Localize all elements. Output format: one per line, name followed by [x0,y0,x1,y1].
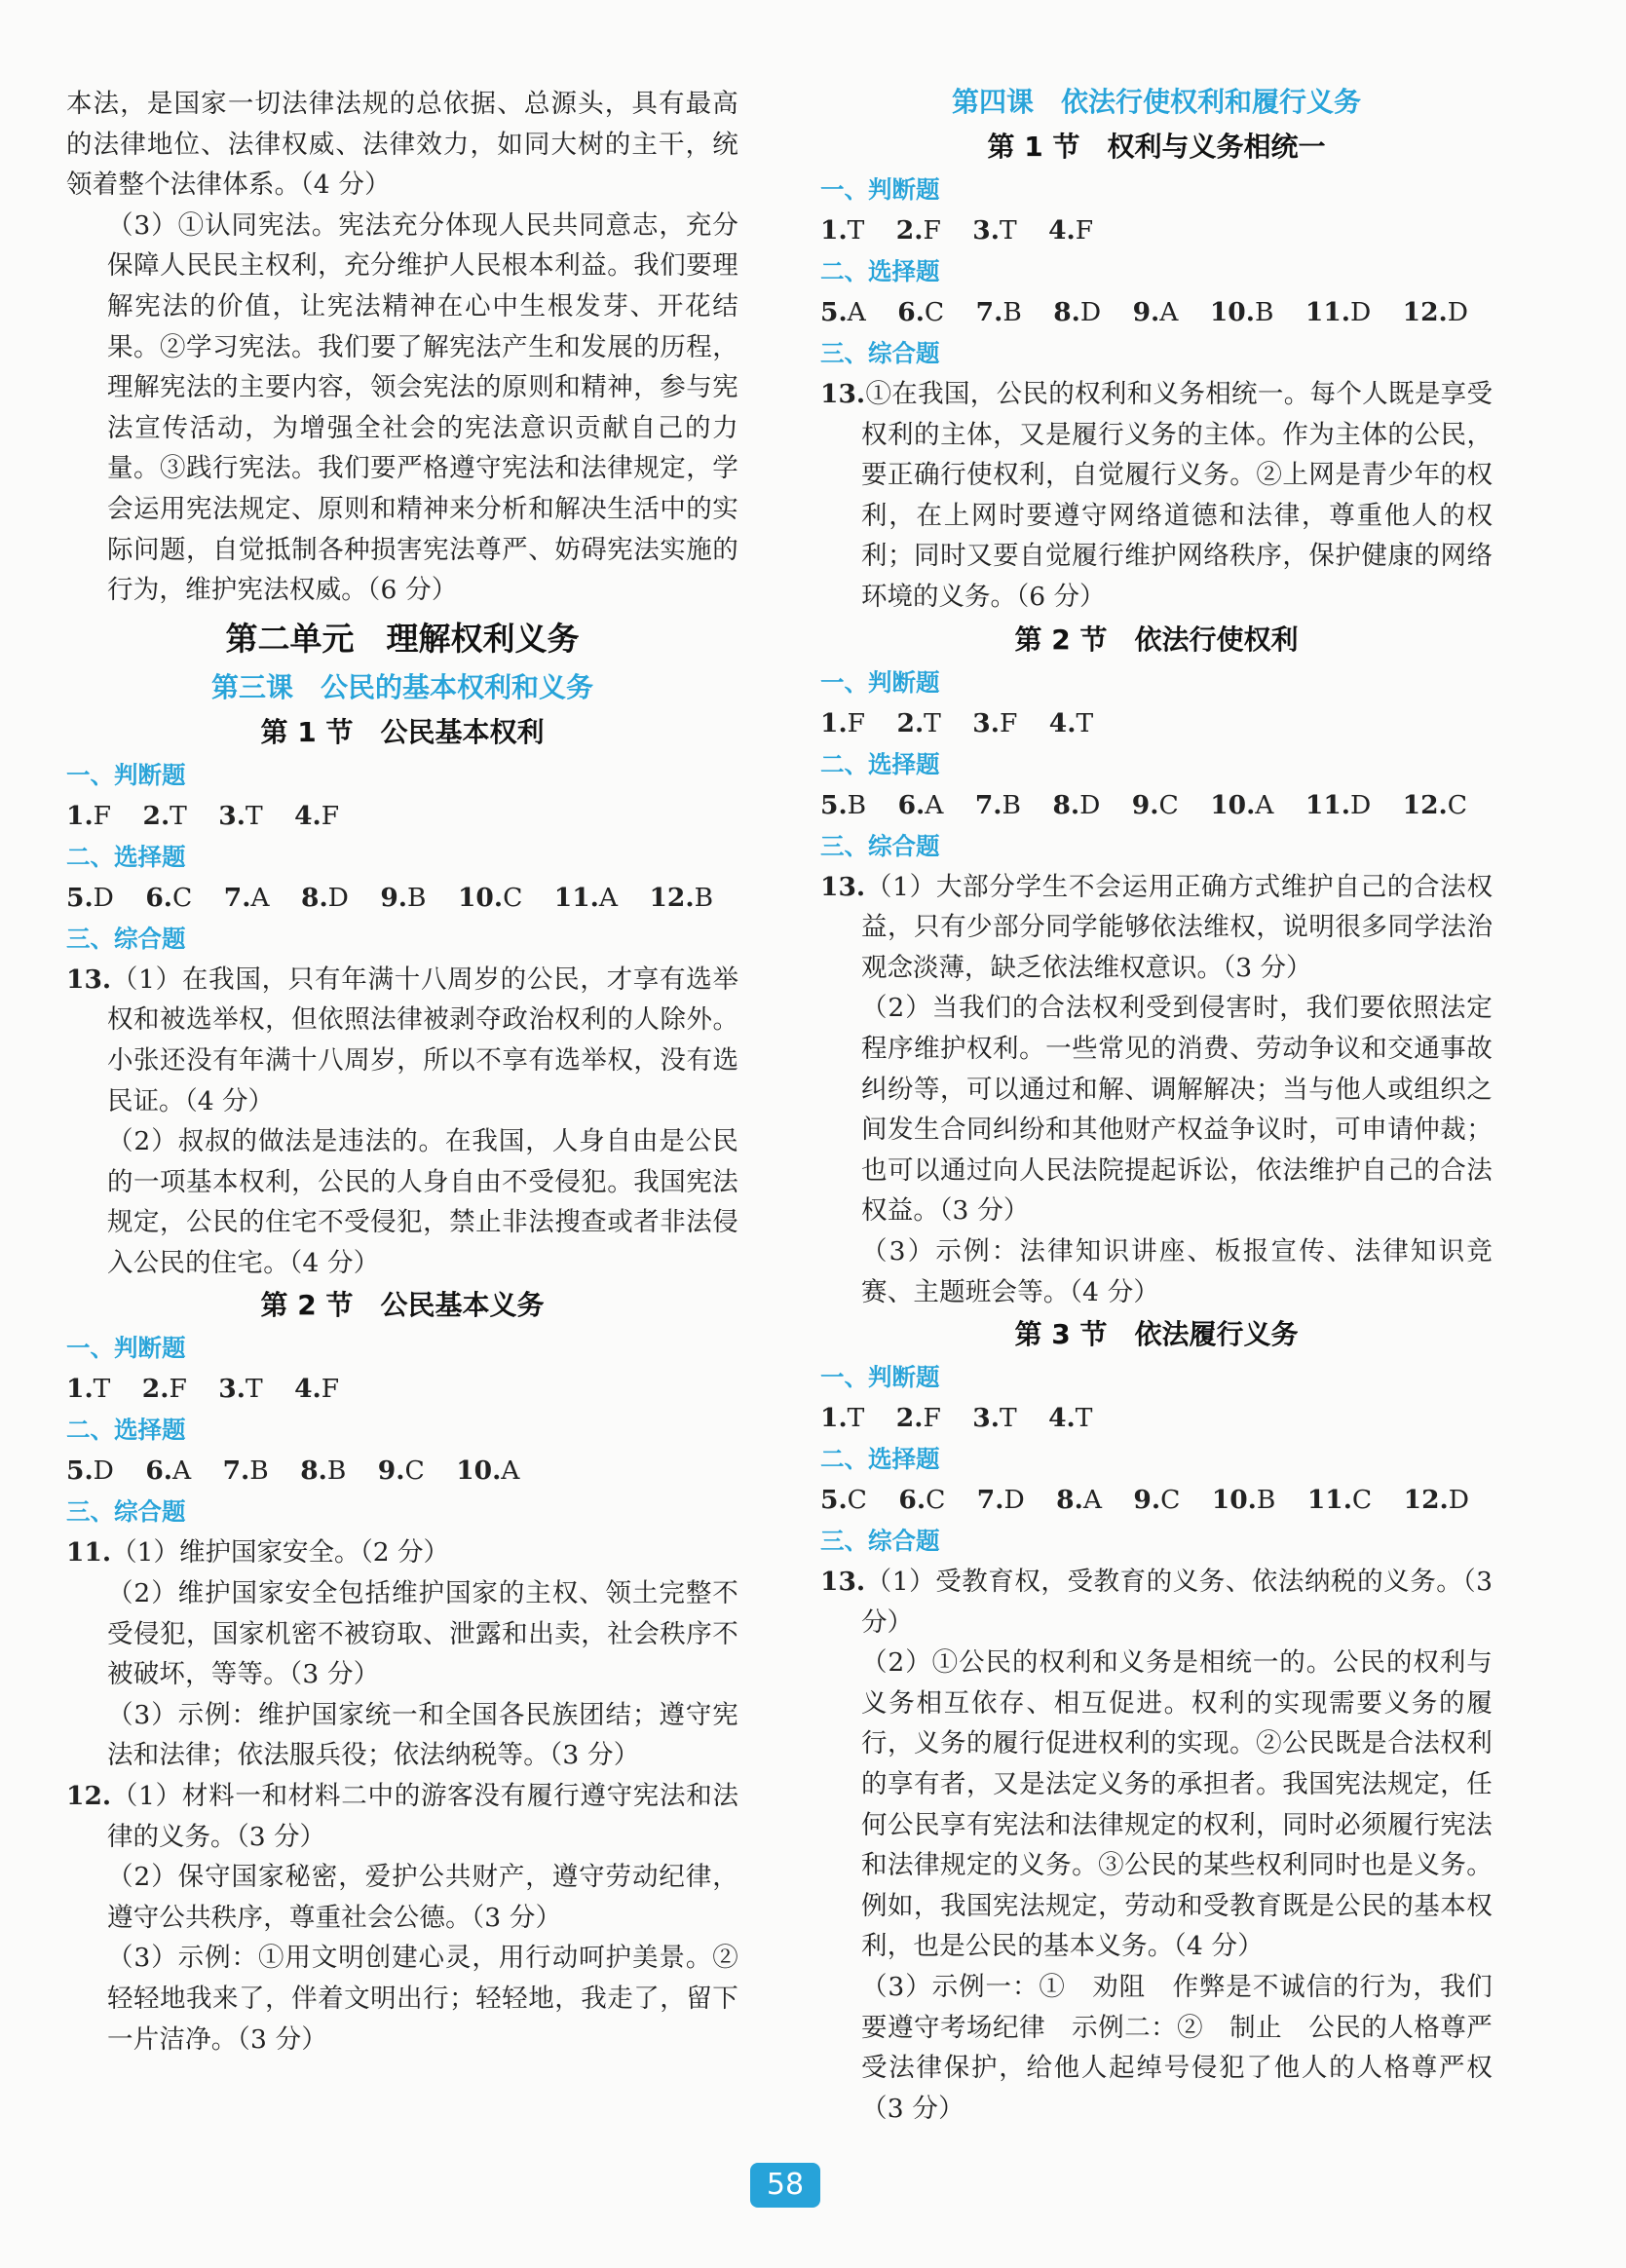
category-true-false: 一、判断题 [820,667,940,697]
answer-value: B [1002,789,1021,820]
category-true-false: 一、判断题 [66,1334,186,1363]
answer-num: 2. [895,215,924,246]
answer-value: D [93,1455,114,1487]
category-true-false: 一、判断题 [820,175,940,204]
answer-value: D [1448,1485,1469,1516]
answer-value: D [1447,297,1469,327]
answer-part: （2）保守国家秘密，爱护公共财产，遵守劳动纪律，遵守公共秩序，尊重社会公德。（3 分） [107,1862,738,1933]
answer-row-tf [66,796,738,837]
answer-value: T [847,1403,865,1434]
answer-value: B [1002,297,1022,327]
answer-value: B [407,882,427,913]
answer-num: 7. [223,882,251,913]
answer-num: 3. [218,1374,246,1405]
category-multiple-choice: 二、选择题 [820,257,940,285]
answer-text: ①在我国，公民的权利和义务相统一。每个人既是享受权利的主体，又是履行义务的主体。作为主体的公民，要正确行使权利，自觉履行义务。②上网是青少年的权利，在上网时要遵守网络道德和法律，尊重他人的权利；同时又要自觉履行维护网络秩序，保护健康的网络环境的义务。（6 分） [861,379,1493,612]
answer-num: 6. [897,789,926,820]
answer-row-tf [820,1398,1493,1439]
answer-num: 1. [820,215,848,246]
question-13 [820,867,1493,989]
answer-num: 4. [294,800,321,831]
answer-value: D [327,882,349,913]
answer-part: （3）示例：①用文明创建心灵，用行动呵护美景。②轻轻地我来了，伴着文明出行；轻轻地，我走了，留下一片洁净。（3 分） [107,1943,738,2055]
answer-row-mc [820,292,1493,333]
answer-value: C [924,297,945,327]
answer-num: 10. [1209,297,1255,327]
answer-value: T [999,1403,1017,1434]
category-comprehensive: 三、综合题 [66,1497,186,1527]
answer-row-mc [66,878,738,919]
answer-num: 8. [1056,1485,1083,1516]
answer-num: 2. [895,1403,924,1434]
answer-row-mc [820,1480,1493,1521]
answer-value: A [1082,1485,1102,1516]
answer-value: C [926,1485,946,1516]
question-number: 13. [66,964,112,995]
question-11 [66,1532,738,1573]
answer-value: T [924,707,941,738]
answer-num: 11. [1305,789,1350,820]
answer-value: T [999,215,1017,246]
answer-num: 11. [1305,297,1350,327]
answer-part: （2）当我们的合法权利受到侵害时，我们要依照法定程序维护权利。一些常见的消费、劳动争议和交通事故纠纷等，可以通过和解、调解解决；当与他人或组织之间发生合同纠纷和其他财产权益争议时，可申请仲裁；也可以通过向人民法院提起诉讼，依法维护自己的合法权益。（3 分） [861,993,1493,1227]
answer-num: 3. [218,800,246,831]
category-comprehensive: 三、综合题 [66,924,186,953]
answer-text: （1）大部分学生不会运用正确方式维护自己的合法权益，只有少部分同学能够依法维权，说明很多同学法治观念淡薄，缺乏依法维权意识。（3 分） [861,871,1493,983]
answer-value: F [1075,215,1094,246]
answer-num: 1. [820,707,848,738]
question-13 [820,374,1493,618]
category-true-false: 一、判断题 [66,760,186,789]
answer-num: 3. [972,1403,1000,1434]
answer-part: （3）示例：法律知识讲座、板报宣传、法律知识竞赛、主题班会等。（4 分） [861,1235,1493,1307]
question-12 [66,1776,738,1857]
category-multiple-choice: 二、选择题 [820,749,940,778]
answer-value: C [1160,1485,1181,1516]
answer-num: 9. [377,1455,405,1487]
answer-value: A [847,297,866,327]
answer-num: 3. [972,215,1000,246]
answer-num: 1. [66,800,94,831]
answer-value: D [1079,789,1101,820]
answer-value: F [93,800,112,831]
answer-text: （1）维护国家安全。（2 分） [111,1537,450,1569]
category-comprehensive: 三、综合题 [820,339,940,367]
answer-num: 10. [456,1455,502,1487]
answer-value: F [321,1374,340,1405]
question-13 [66,960,738,1121]
answer-num: 7. [222,1455,250,1487]
category-comprehensive: 三、综合题 [820,1527,940,1556]
answer-num: 7. [975,297,1003,327]
answer-text: （1）在我国，只有年满十八周岁的公民，才享有选举权和被选举权，但依照法律被剥夺政治权利的人除外。小张还没有年满十八周岁，所以不享有选举权，没有选民证。（4 分） [107,964,738,1116]
answer-value: C [1158,789,1179,820]
answer-part: （3）示例一：① 劝阻 作弊是不诚信的行为，我们要遵守考场纪律 示例二：② 制止 公民的人格尊严受法律保护，给他人起绰号侵犯了他人的人格尊严权（3 分） [861,1972,1493,2124]
lesson-3-title: 第三课 公民的基本权利和义务 [210,670,593,703]
answer-num: 4. [1048,707,1077,738]
answer-num: 1. [820,1403,848,1434]
answer-value: D [1349,789,1372,820]
page-number: 58 [750,2163,820,2208]
answer-value: B [847,789,867,820]
answer-row-tf [820,703,1493,744]
answer-value: T [245,800,263,831]
answer-num: 12. [1402,789,1448,820]
answer-row-tf [820,210,1493,251]
answer-num: 10. [457,882,504,913]
left-column [66,84,738,2060]
answer-value: B [694,882,714,913]
answer-value: C [404,1455,425,1487]
answer-num: 6. [145,1455,173,1487]
answer-num: 2. [896,707,925,738]
section-title: 第 1 节 公民基本权利 [260,715,545,748]
unit-title: 第二单元 理解权利义务 [225,619,580,658]
answer-num: 5. [820,297,848,327]
answer-num: 7. [974,789,1002,820]
answer-num: 11. [553,882,599,913]
answer-value: T [1076,707,1094,738]
category-multiple-choice: 二、选择题 [66,1416,186,1445]
answer-num: 10. [1211,1485,1257,1516]
answer-value: F [169,1374,187,1405]
answer-value: B [326,1455,347,1487]
answer-value: C [847,1485,867,1516]
category-true-false: 一、判断题 [820,1363,940,1392]
category-multiple-choice: 二、选择题 [66,842,186,871]
question-number: 12. [66,1781,112,1812]
answer-num: 6. [145,882,173,913]
answer-row-mc [66,1451,738,1492]
answer-num: 2. [142,800,170,831]
answer-value: A [925,789,944,820]
answer-part: （2）叔叔的做法是违法的。在我国，人身自由是公民的一项基本权利，公民的人身自由不受侵犯。我国宪法规定，公民的住宅不受侵犯，禁止非法搜查或者非法侵入公民的住宅。（4 分） [107,1126,738,1278]
answer-part: （3）示例：维护国家统一和全国各民族团结；遵守宪法和法律；依法服兵役；依法纳税等。（3 分） [107,1699,738,1771]
answer-num: 9. [1132,297,1160,327]
answer-value: T [93,1374,111,1405]
answer-value: T [245,1374,263,1405]
category-comprehensive: 三、综合题 [820,831,940,860]
question-number: 13. [820,871,866,902]
answer-part: （2）①公民的权利和义务是相统一的。公民的权利与义务相互依存、相互促进。权利的实现需要义务的履行，义务的履行促进权利的实现。②公民既是合法权利的享有者，又是法定义务的承担者。我国宪法规定，任何公民享有宪法和法律规定的权利，同时必须履行宪法和法律规定的义务。③公民的某些权利同时也是义务。例如，我国宪法规定，劳动和受教育既是公民的基本权利，也是公民的基本义务。（4 分） [861,1647,1493,1962]
answer-value: A [1159,297,1179,327]
answer-num: 12. [1402,297,1448,327]
answer-value: D [1349,297,1372,327]
answer-value: C [503,882,523,913]
answer-value: D [1003,1485,1025,1516]
question-number: 11. [66,1537,112,1569]
answer-value: C [172,882,193,913]
answer-value: C [1351,1485,1373,1516]
answer-num: 9. [1131,789,1159,820]
answer-value: D [93,882,114,913]
answer-value: F [321,800,340,831]
answer-value: A [501,1455,520,1487]
answer-num: 5. [66,882,94,913]
right-column [820,84,1493,2129]
answer-num: 12. [1403,1485,1449,1516]
section-title: 第 2 节 公民基本义务 [260,1289,545,1322]
answer-num: 3. [972,707,1000,738]
answer-num: 11. [1306,1485,1352,1516]
answer-num: 5. [820,1485,848,1516]
answer-row-tf [66,1369,738,1410]
answer-row-mc [820,785,1493,826]
answer-value: A [250,882,270,913]
answer-num: 8. [301,882,328,913]
section-title: 第 2 节 依法行使权利 [1014,623,1299,656]
answer-value: A [598,882,619,913]
answer-value: T [847,215,865,246]
answer-text: （1）材料一和材料二中的游客没有履行遵守宪法和法律的义务。（3 分） [107,1781,738,1852]
answer-value: C [1447,789,1468,820]
answer-num: 6. [897,297,925,327]
section-title: 第 3 节 依法履行义务 [1014,1318,1299,1351]
answer-value: F [923,1403,941,1434]
answer-value: F [847,707,866,738]
answer-value: F [999,707,1018,738]
continued-answer-3: （3）①认同宪法。宪法充分体现人民共同意志，充分保障人民民主权利，充分维护人民根本利益。我们要理解宪法的价值，让宪法精神在心中生根发芽、开花结果。②学习宪法。我们要了解宪法产生和发展的历程，理解宪法的主要内容，领会宪法的原则和精神，参与宪法宣传活动，为增强全社会的宪法意识贡献自己的力量。③践行宪法。我们要严格遵守宪法和法律规定，学会运用宪法规定、原则和精神来分析和解决生活中的实际问题，自觉抵制各种损害宪法尊严、妨碍宪法实施的行为，维护宪法权威。（6 分） [107,209,738,606]
answer-num: 8. [1053,297,1080,327]
answer-num: 12. [649,882,695,913]
answer-num: 6. [898,1485,926,1516]
answer-num: 9. [380,882,408,913]
lesson-4-title: 第四课 依法行使权利和履行义务 [951,86,1361,118]
answer-num: 5. [820,789,848,820]
answer-num: 1. [66,1374,94,1405]
answer-text: （1）受教育权，受教育的义务、依法纳税的义务。（3 分） [861,1567,1493,1638]
section-title: 第 1 节 权利与义务相统一 [987,131,1326,163]
answer-value: F [923,215,941,246]
answer-part: （2）维护国家安全包括维护国家的主权、领土完整不受侵犯，国家机密不被窃取、泄露和出卖，社会秩序不被破坏，等等。（3 分） [107,1578,738,1690]
answer-value: T [1075,1403,1093,1434]
question-number: 13. [820,1567,866,1598]
question-13 [820,1562,1493,1643]
answer-value: B [1254,297,1274,327]
question-number: 13. [820,379,866,409]
answer-num: 4. [1048,215,1076,246]
answer-num: 10. [1210,789,1256,820]
answer-value: B [1256,1485,1276,1516]
continued-paragraph: 本法，是国家一切法律法规的总依据、总源头，具有最高的法律地位、法律权威、法律效力，如同大树的主干，统领着整个法律体系。（4 分） [66,89,738,201]
answer-num: 4. [294,1374,321,1405]
answer-num: 4. [1048,1403,1076,1434]
answer-num: 7. [976,1485,1004,1516]
answer-num: 2. [141,1374,170,1405]
answer-value: T [170,800,187,831]
answer-value: A [1255,789,1274,820]
answer-num: 9. [1133,1485,1161,1516]
answer-num: 8. [1052,789,1080,820]
answer-value: D [1079,297,1102,327]
answer-num: 8. [300,1455,327,1487]
answer-value: A [172,1455,192,1487]
answer-num: 5. [66,1455,94,1487]
category-multiple-choice: 二、选择题 [820,1445,940,1474]
answer-value: B [249,1455,269,1487]
